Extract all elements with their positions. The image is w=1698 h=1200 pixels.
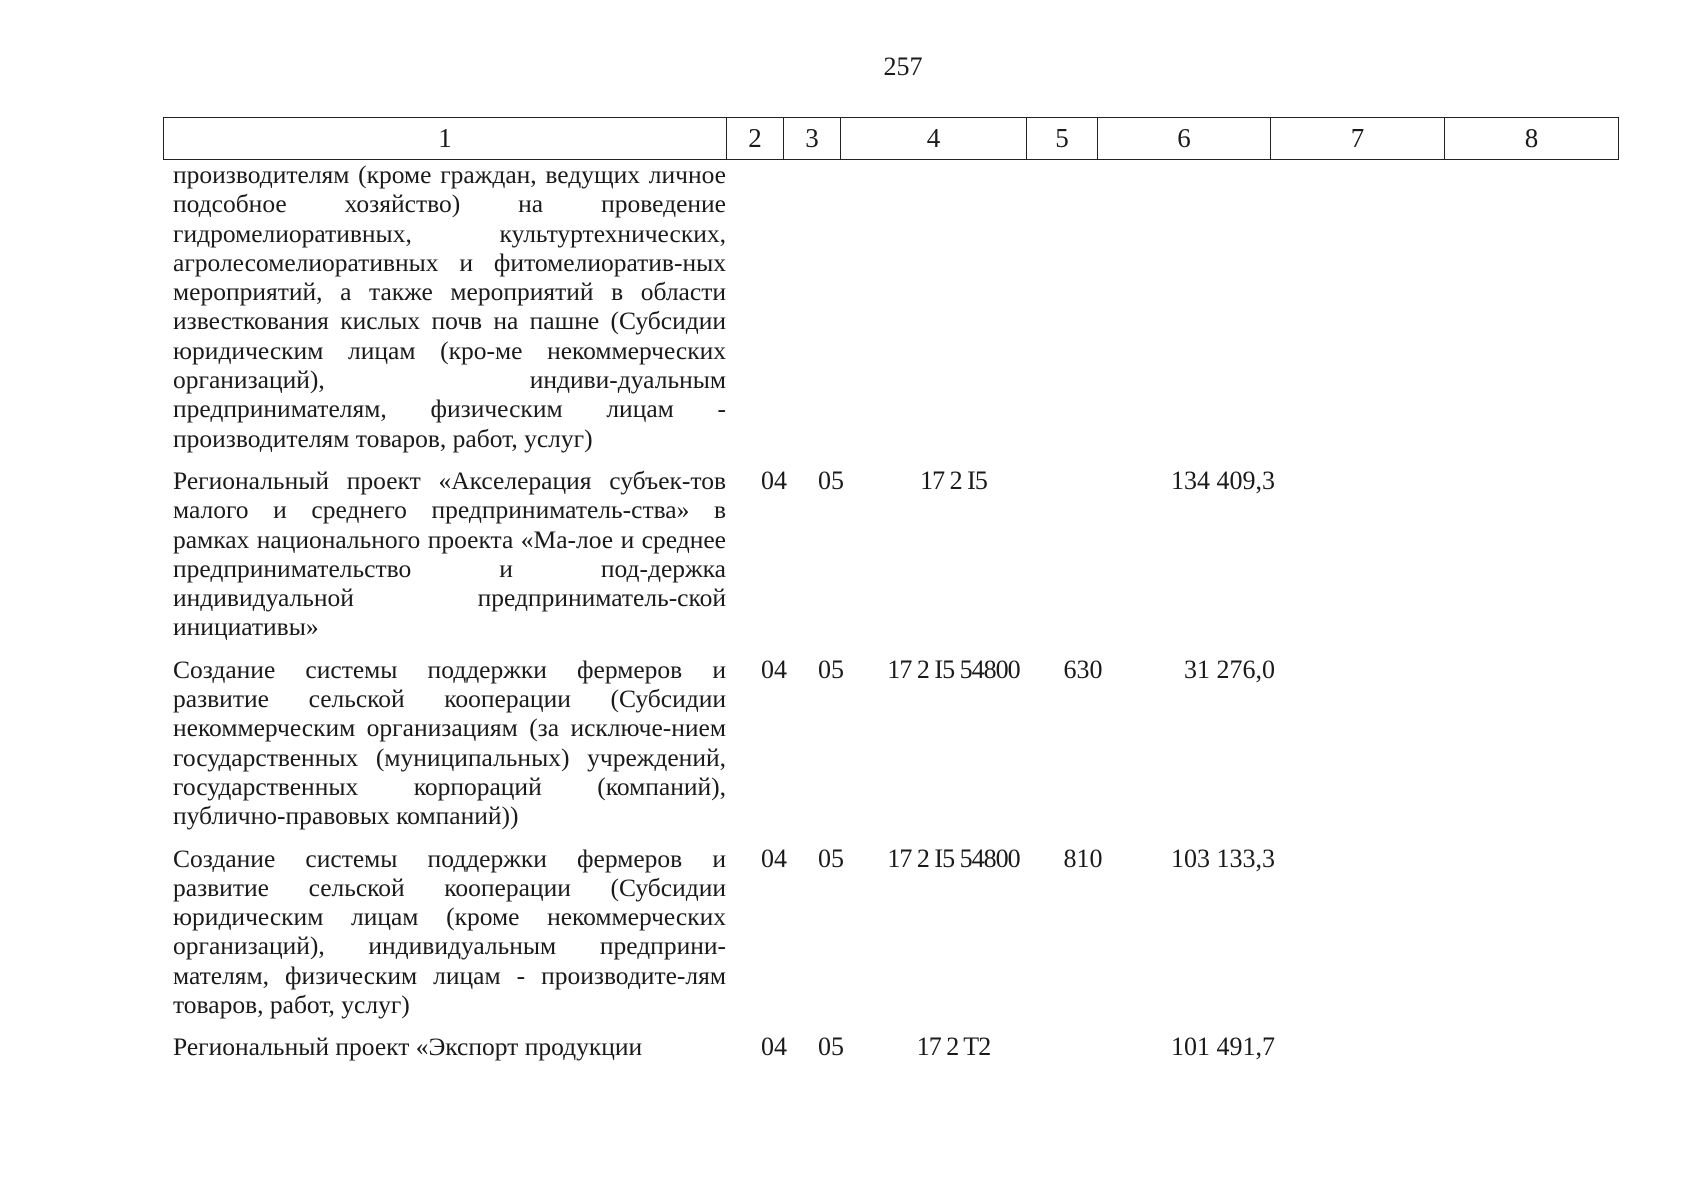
row-subsection: 05 bbox=[818, 843, 844, 873]
table-row bbox=[173, 1032, 1673, 1061]
row-subsection: 05 bbox=[818, 1032, 844, 1062]
table-body bbox=[173, 160, 1673, 1075]
row-description: Региональный проект «Экспорт продукции bbox=[173, 1032, 643, 1062]
row-description: Создание системы поддержки фермеров и развитие сельской кооперации (Субсидии юридическим лицам (кроме некоммерческих организаций), индивидуальным предприни-мателям, физическим лицам - производите-лям товаров, работ, услуг) bbox=[173, 843, 726, 1020]
table-row bbox=[173, 844, 1673, 1020]
row-expense-type: 810 bbox=[1063, 843, 1103, 873]
row-target-code: 17 2 I5 bbox=[920, 465, 987, 495]
row-section: 04 bbox=[761, 654, 787, 684]
header-col-4: 4 bbox=[841, 118, 1027, 160]
row-subsection: 05 bbox=[818, 654, 844, 684]
row-amount: 103 133,3 bbox=[1171, 843, 1275, 873]
page-number: 257 bbox=[883, 52, 923, 81]
row-section: 04 bbox=[761, 465, 787, 495]
header-col-3: 3 bbox=[784, 118, 841, 160]
row-target-code: 17 2 I5 54800 bbox=[887, 654, 1020, 684]
row-amount: 101 491,7 bbox=[1171, 1032, 1275, 1062]
header-col-1: 1 bbox=[164, 118, 727, 160]
header-col-7: 7 bbox=[1271, 118, 1445, 160]
header-col-2: 2 bbox=[727, 118, 784, 160]
row-description: Региональный проект «Акселерация субъек-тов малого и среднего предприниматель-ства» в рамках национального проекта «Ма-лое и среднее предпринимательство и под-держка индивидуальной предприниматель-ской инициативы» bbox=[173, 465, 726, 642]
header-col-6: 6 bbox=[1098, 118, 1271, 160]
table-row bbox=[173, 466, 1673, 642]
row-expense-type: 630 bbox=[1063, 654, 1103, 684]
table-row bbox=[173, 655, 1673, 831]
row-subsection: 05 bbox=[818, 465, 844, 495]
column-header-table bbox=[163, 117, 1619, 160]
header-col-5: 5 bbox=[1027, 118, 1098, 160]
header-row bbox=[164, 118, 1619, 160]
row-section: 04 bbox=[761, 1032, 787, 1062]
row-target-code: 17 2 I5 54800 bbox=[887, 843, 1020, 873]
row-target-code: 17 2 T2 bbox=[916, 1032, 991, 1062]
row-amount: 134 409,3 bbox=[1171, 465, 1275, 495]
row-amount: 31 276,0 bbox=[1184, 654, 1275, 684]
row-description: Создание системы поддержки фермеров и развитие сельской кооперации (Субсидии некоммерческим организациям (за исключе-нием государственных (муниципальных) учреждений, государственных корпораций (компаний), публично-правовых компаний)) bbox=[173, 654, 726, 831]
row-section: 04 bbox=[761, 843, 787, 873]
row-description: производителям (кроме граждан, ведущих личное подсобное хозяйство) на проведение гидромелиоративных, культуртехнических, агролесомелиоративных и фитомелиоратив-ных мероприятий, а также мероприятий в области известкования кислых почв на пашне (Субсидии юридическим лицам (кро-ме некоммерческих организаций), индиви-дуальным предпринимателям, физическим лицам - производителям товаров, работ, услуг) bbox=[173, 160, 726, 453]
header-col-8: 8 bbox=[1445, 118, 1619, 160]
table-row bbox=[173, 160, 1673, 453]
